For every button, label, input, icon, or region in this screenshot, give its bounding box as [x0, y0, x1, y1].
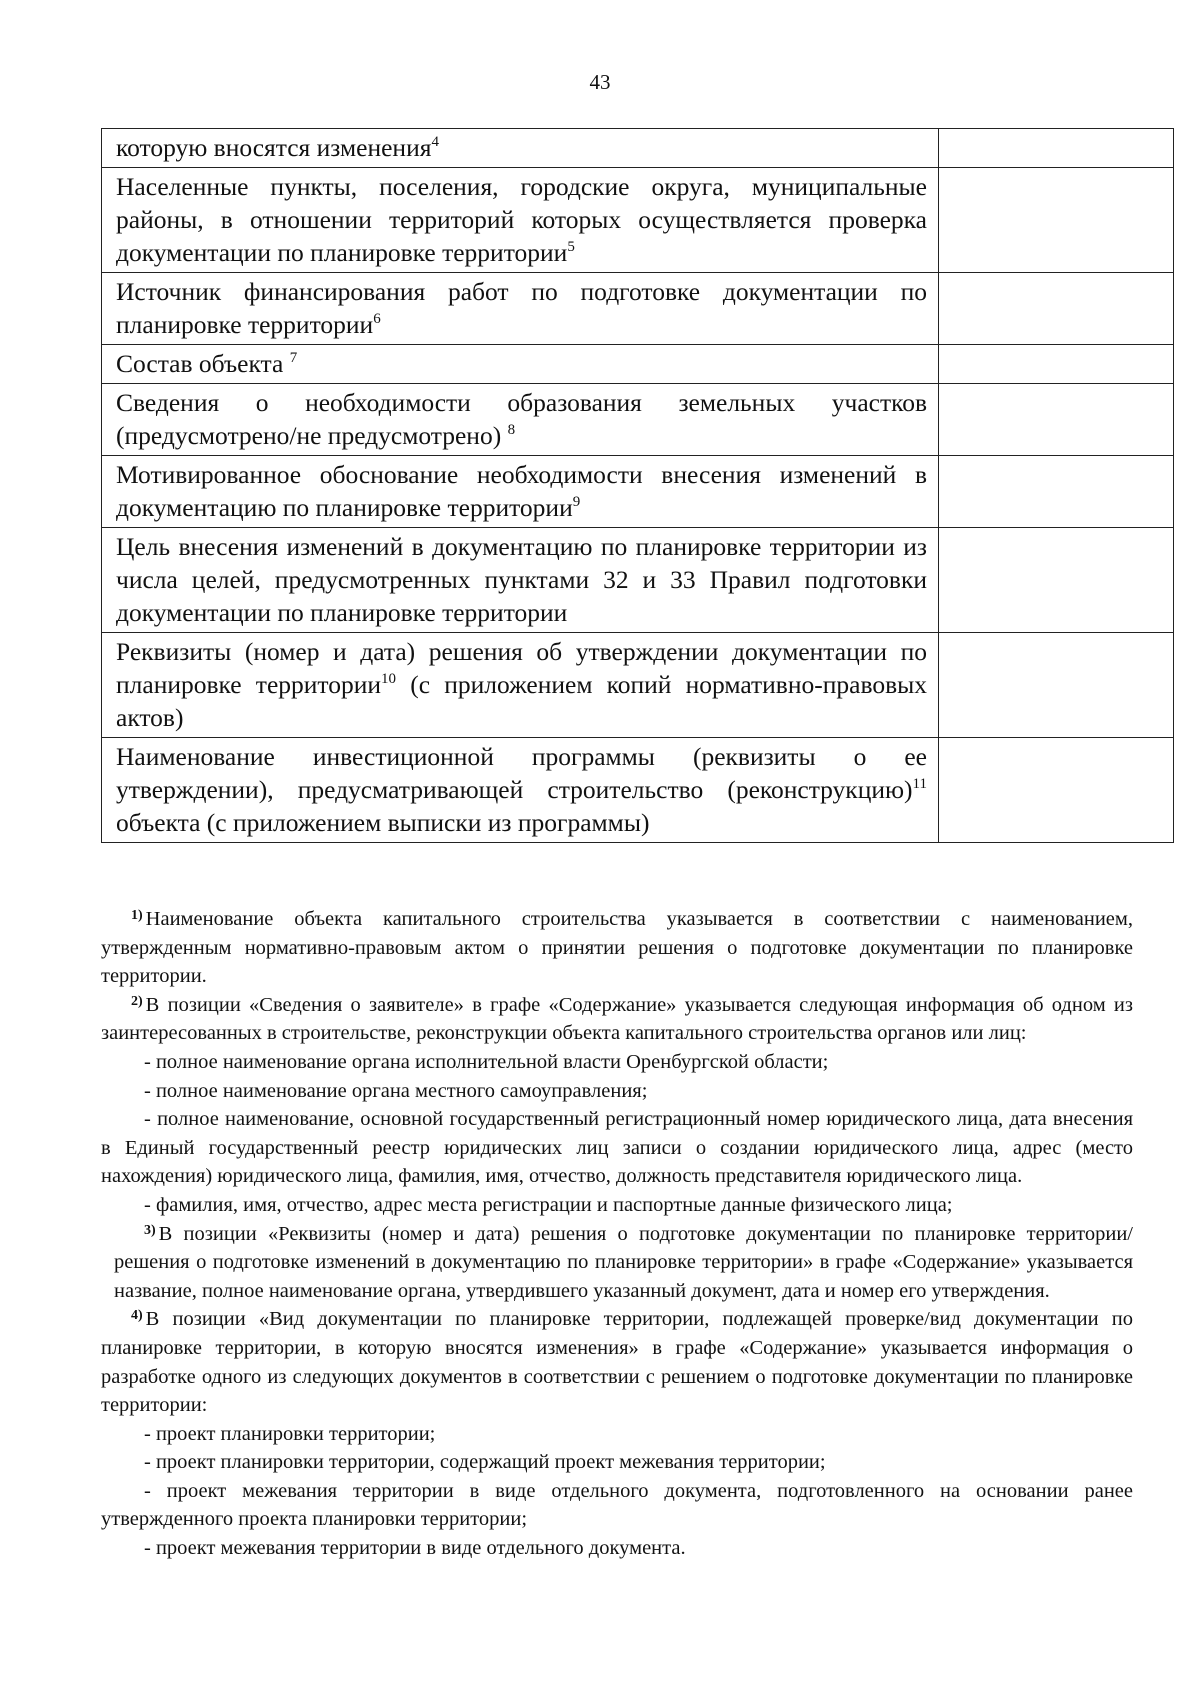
table-row — [102, 528, 1174, 633]
footnote-2-item: - полное наименование, основной государственный регистрационный номер юридического лица, дата внесения в Единый государственный реестр юридических лиц записи о создании юридического лица, адрес (место нахождения) юридического лица, фамилия, имя, отчество, должность представителя юридического лица. — [101, 1108, 1133, 1188]
table-row-value — [939, 345, 1174, 384]
footnote-ref: 8 — [507, 422, 516, 438]
table-row-value — [939, 384, 1174, 456]
footnote-ref: 6 — [373, 311, 381, 327]
table-row-value — [939, 528, 1174, 633]
table-row-value — [939, 168, 1174, 273]
footnote-ref: 9 — [572, 494, 581, 510]
footnote-4-item: - проект межевания территории в виде отдельного документа. — [144, 1537, 686, 1560]
footnote-1: $^{1)}$ Наименование объекта капитального строительства указывается в соответствии с наименованием, утвержденным нормативно-правовым актом о принятии решения о подготовке документации по планировке территории. — [101, 908, 1133, 988]
footnote-2: $^{2)}$ В позиции «Сведения о заявителе» в графе «Содержание» указывается следующая информация об одном из заинтересованных в строительстве, реконструкции объекта капитального строительства органов или лиц: — [101, 993, 1133, 1045]
table-row-value — [939, 129, 1174, 168]
table-row-label: Мотивированное обоснование необходимости внесения изменений в документацию по планировке территории$^9$ — [102, 456, 939, 528]
footnote-3: $^{3)}$ В позиции «Реквизиты (номер и дата) решения о подготовке документации по планировке территории/ решения о подготовке изменений в документацию по планировке территории» в графе «Содержание» указывается название, полное наименование органа, утвердившего указанный документ, дата и номер его утверждения. — [114, 1222, 1133, 1302]
table-row — [102, 168, 1174, 273]
table-row-label: Сведения о необходимости образования земельных участков (предусмотрено/не предусмотрено) $^8$ — [102, 384, 939, 456]
footnote-4-item: - проект межевания территории в виде отдельного документа, подготовленного на основании ранее утвержденного проекта планировки территории; — [101, 1479, 1133, 1531]
table-row — [102, 633, 1174, 738]
footnote-ref: 10 — [381, 671, 397, 687]
footnote-2-item: - полное наименование органа исполнительной власти Оренбургской области; — [144, 1050, 829, 1073]
table-row-label: Населенные пункты, поселения, городские округа, муниципальные районы, в отношении территорий которых осуществляется проверка документации по планировке территории$^5$ — [102, 168, 939, 273]
footnote-ref: 5 — [567, 239, 575, 255]
application-table — [101, 128, 1174, 843]
table-row-value — [939, 273, 1174, 345]
table-row-label: Реквизиты (номер и дата) решения об утверждении документации по планировке территории$^{10}$ (с приложением копий нормативно-правовых актов) — [102, 633, 939, 738]
table-row-value — [939, 633, 1174, 738]
footnotes — [101, 905, 1133, 1563]
table-row — [102, 738, 1174, 843]
table-row — [102, 273, 1174, 345]
table-row-label: Источник финансирования работ по подготовке документации по планировке территории$^6$ — [102, 273, 939, 345]
table-row — [102, 456, 1174, 528]
footnote-ref: 7 — [289, 350, 298, 366]
table-row-label: Цель внесения изменений в документацию по планировке территории из числа целей, предусмотренных пунктами 32 и 33 Правил подготовки документации по планировке территории — [102, 528, 939, 633]
table-row — [102, 129, 1174, 168]
table-row-label: Наименование инвестиционной программы (реквизиты о ее утверждении), предусматривающей строительство (реконструкцию)$^{11}$ объекта (с приложением выписки из программы) — [102, 738, 939, 843]
footnote-2-item: - фамилия, имя, отчество, адрес места регистрации и паспортные данные физического лица; — [144, 1193, 953, 1216]
footnote-4: $^{4)}$ В позиции «Вид документации по планировке территории, подлежащей проверке/вид документации по планировке территории, в которую вносятся изменения» в графе «Содержание» указывается информация о разработке одного из следующих документов в соответствии с решением о подготовке документации по планировке территории: — [101, 1308, 1133, 1417]
footnote-ref: 4 — [431, 134, 439, 150]
footnote-4-item: - проект планировки территории, содержащий проект межевания территории; — [144, 1451, 826, 1474]
table-row-label: Состав объекта $^7$ — [102, 345, 939, 384]
table-row-value — [939, 456, 1174, 528]
table-row-label: которую вносятся изменения$^4$ — [102, 129, 939, 168]
footnote-2-item: - полное наименование органа местного самоуправления; — [144, 1079, 648, 1102]
table-row — [102, 384, 1174, 456]
footnote-4-item: - проект планировки территории; — [144, 1422, 436, 1445]
page-number: 43 — [589, 70, 611, 94]
table-row-value — [939, 738, 1174, 843]
footnote-ref: 11 — [912, 776, 927, 792]
table-row — [102, 345, 1174, 384]
